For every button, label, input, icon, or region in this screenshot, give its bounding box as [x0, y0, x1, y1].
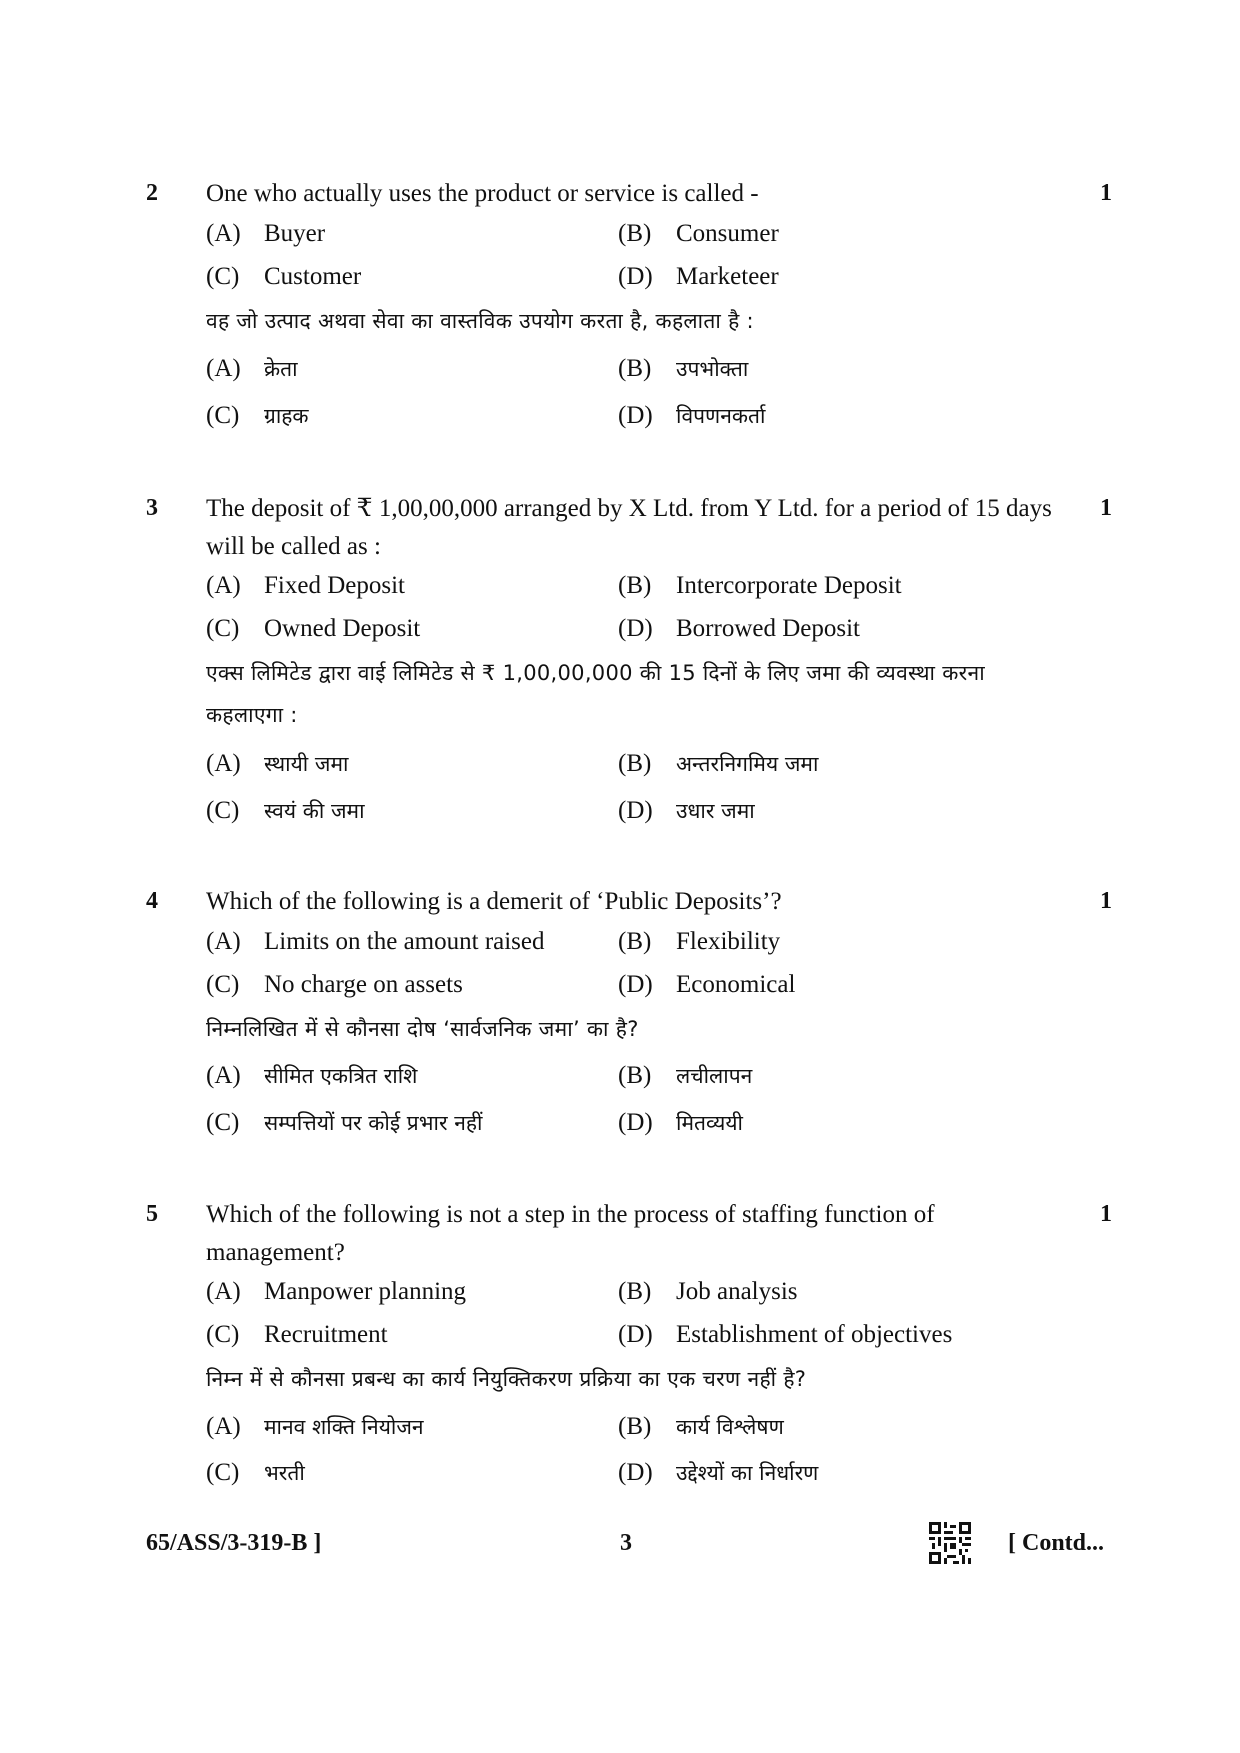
option-d-hi [618, 1459, 818, 1487]
option-label: (D) [618, 615, 653, 642]
question-number: 4 [146, 888, 158, 914]
option-a-en [206, 220, 325, 248]
option-a-hi [206, 1062, 417, 1090]
question-number: 2 [146, 180, 158, 206]
continued-label: [ Contd... [1008, 1530, 1105, 1556]
option-text: स्वयं की जमा [264, 799, 365, 823]
option-d-en [618, 615, 860, 643]
question-text-en: Which of the following is not a step in the process of staffing function of management? [206, 1201, 935, 1266]
question-text-en: The deposit of ₹ 1,00,00,000 arranged by X Ltd. from Y Ltd. for a period of 15 days will be called as : [206, 495, 1052, 560]
option-a-en [206, 928, 545, 956]
option-text: सीमित एकत्रित राशि [264, 1064, 418, 1088]
question-marks: 1 [1100, 495, 1112, 521]
question-text-hi: वह जो उत्पाद अथवा सेवा का वास्तविक उपयोग करता है, कहलाता है : [206, 309, 754, 333]
option-b-hi [618, 1062, 752, 1090]
option-text: No charge on assets [264, 971, 463, 998]
option-c-en [206, 971, 463, 999]
paper-code: 65/ASS/3-319-B ] [146, 1530, 322, 1556]
option-label: (A) [206, 928, 241, 955]
option-text: Economical [676, 971, 796, 998]
option-d-hi [618, 1109, 743, 1137]
option-label: (C) [206, 263, 240, 290]
option-label: (B) [618, 928, 652, 955]
question-text-en: Which of the following is a demerit of ‘Public Deposits’? [206, 888, 782, 915]
option-label: (C) [206, 1321, 240, 1348]
option-label: (C) [206, 797, 240, 824]
option-label: (A) [206, 1413, 241, 1440]
option-b-en [618, 220, 779, 248]
option-text: उधार जमा [676, 799, 755, 823]
option-text: सम्पत्तियों पर कोई प्रभार नहीं [264, 1111, 483, 1135]
option-label: (C) [206, 1109, 240, 1136]
question-number: 5 [146, 1201, 158, 1227]
option-label: (B) [618, 1278, 652, 1305]
option-b-en [618, 928, 780, 956]
option-text: अन्तरनिगमिय जमा [676, 752, 819, 776]
option-text: मितव्ययी [676, 1111, 743, 1135]
option-text: उपभोक्ता [676, 357, 749, 381]
option-text: Establishment of objectives [676, 1321, 953, 1348]
option-label: (A) [206, 1278, 241, 1305]
option-b-hi [618, 355, 748, 383]
option-text: क्रेता [264, 357, 298, 381]
option-c-en [206, 263, 361, 291]
option-label: (D) [618, 1459, 653, 1486]
option-d-en [618, 263, 779, 291]
option-d-en [618, 1321, 952, 1349]
option-a-en [206, 572, 405, 600]
option-c-hi [206, 797, 365, 825]
option-label: (B) [618, 1413, 652, 1440]
option-text: उद्देश्यों का निर्धारण [676, 1461, 819, 1485]
option-label: (D) [618, 263, 653, 290]
option-label: (B) [618, 1062, 652, 1089]
option-b-hi [618, 1413, 784, 1441]
option-label: (D) [618, 1321, 653, 1348]
option-text: Owned Deposit [264, 615, 421, 642]
option-c-hi [206, 402, 309, 430]
option-label: (D) [618, 971, 653, 998]
page-number: 3 [620, 1530, 632, 1556]
option-label: (B) [618, 355, 652, 382]
option-text: Manpower planning [264, 1278, 467, 1305]
question-number: 3 [146, 495, 158, 521]
option-label: (A) [206, 355, 241, 382]
option-label: (C) [206, 1459, 240, 1486]
option-text: ग्राहक [264, 404, 309, 428]
option-label: (B) [618, 750, 652, 777]
option-label: (B) [618, 572, 652, 599]
option-text: Customer [264, 263, 362, 290]
option-d-en [618, 971, 795, 999]
option-label: (A) [206, 220, 241, 247]
question-marks: 1 [1100, 180, 1112, 206]
option-label: (D) [618, 1109, 653, 1136]
option-b-en [618, 572, 902, 600]
option-text: मानव शक्ति नियोजन [264, 1415, 424, 1439]
option-text: Limits on the amount raised [264, 928, 545, 955]
option-d-hi [618, 797, 755, 825]
option-text: Marketeer [676, 263, 779, 290]
question-text-hi: निम्नलिखित में से कौनसा दोष ‘सार्वजनिक जमा’ का है? [206, 1017, 639, 1041]
option-c-en [206, 615, 420, 643]
option-a-hi [206, 355, 298, 383]
option-text: Consumer [676, 220, 779, 247]
question-text-hi: एक्स लिमिटेड द्वारा वाई लिमिटेड से ₹ 1,00,00,000 की 15 दिनों के लिए जमा की व्यवस्था करना कहलाएगा : [206, 661, 985, 727]
qr-code-icon [929, 1522, 971, 1564]
question-text-hi: निम्न में से कौनसा प्रबन्ध का कार्य नियुक्तिकरण प्रक्रिया का एक चरण नहीं है? [206, 1367, 807, 1391]
option-label: (D) [618, 797, 653, 824]
option-label: (C) [206, 402, 240, 429]
option-c-hi [206, 1109, 482, 1137]
option-label: (A) [206, 572, 241, 599]
option-text: Flexibility [676, 928, 781, 955]
option-b-en [618, 1278, 798, 1306]
option-label: (C) [206, 615, 240, 642]
question-marks: 1 [1100, 888, 1112, 914]
option-text: कार्य विश्लेषण [676, 1415, 784, 1439]
option-text: Borrowed Deposit [676, 615, 860, 642]
question-marks: 1 [1100, 1201, 1112, 1227]
option-a-en [206, 1278, 466, 1306]
option-label: (A) [206, 1062, 241, 1089]
option-text: विपणनकर्ता [676, 404, 766, 428]
option-text: Intercorporate Deposit [676, 572, 902, 599]
option-d-hi [618, 402, 765, 430]
option-text: Recruitment [264, 1321, 388, 1348]
option-text: स्थायी जमा [264, 752, 349, 776]
option-label: (C) [206, 971, 240, 998]
option-a-hi [206, 750, 348, 778]
option-a-hi [206, 1413, 424, 1441]
option-label: (B) [618, 220, 652, 247]
option-text: लचीलापन [676, 1064, 753, 1088]
option-text: Fixed Deposit [264, 572, 405, 599]
option-c-en [206, 1321, 388, 1349]
option-label: (D) [618, 402, 653, 429]
question-text-en: One who actually uses the product or service is called - [206, 180, 759, 207]
option-c-hi [206, 1459, 305, 1487]
option-label: (A) [206, 750, 241, 777]
option-text: Job analysis [676, 1278, 798, 1305]
option-text: Buyer [264, 220, 326, 247]
option-text: भरती [264, 1461, 305, 1485]
option-b-hi [618, 750, 818, 778]
